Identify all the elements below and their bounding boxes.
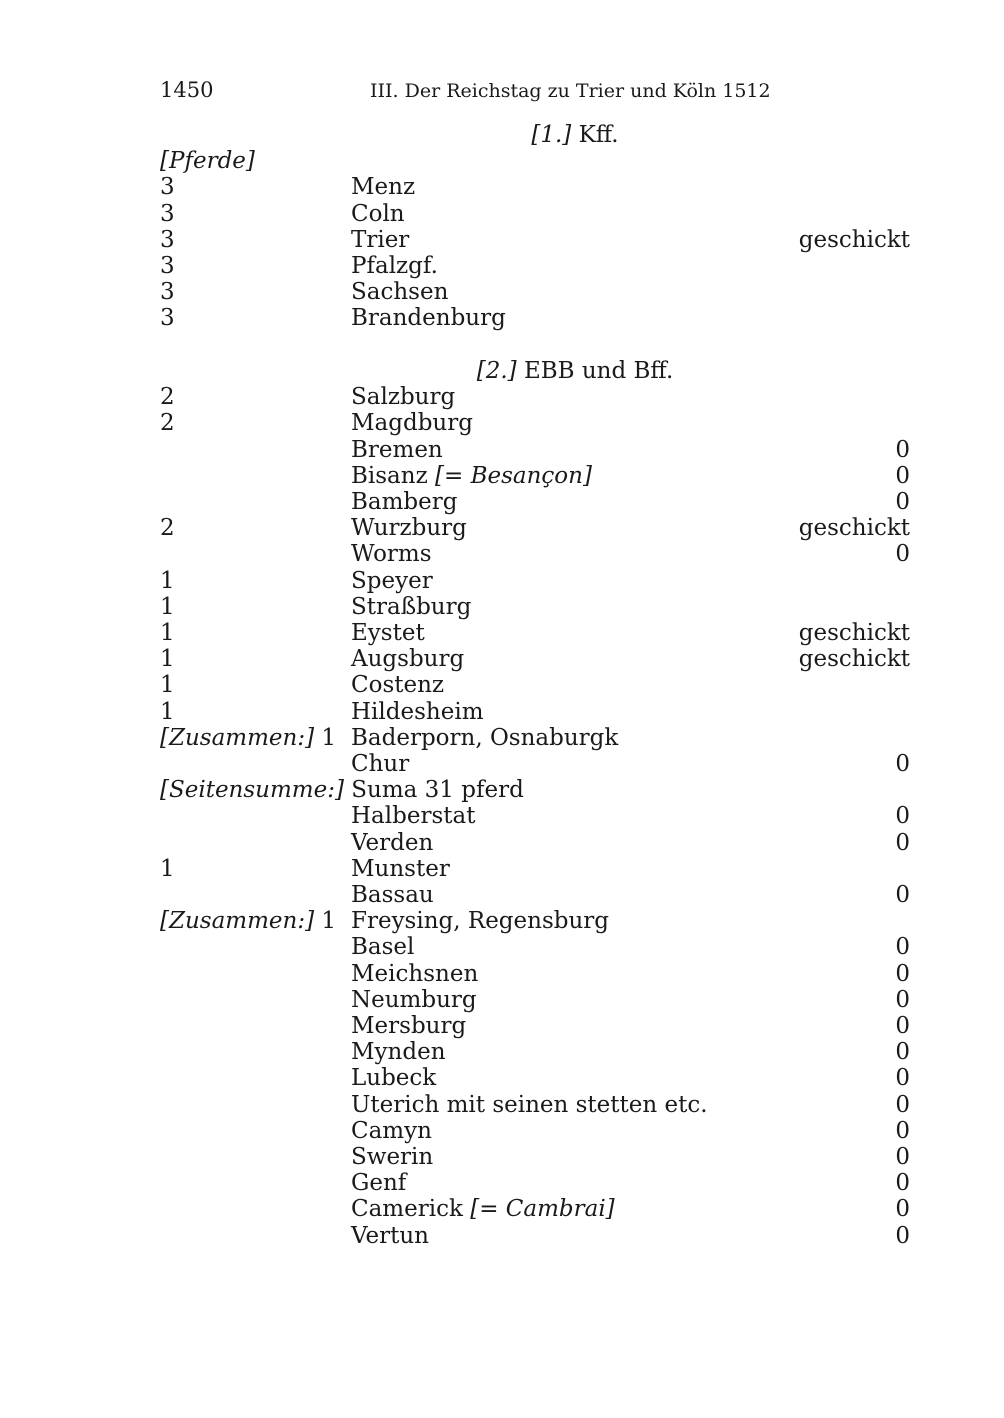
table-row bbox=[160, 934, 910, 960]
editorial-note: [Pferde] bbox=[160, 148, 255, 175]
estate-name: Chur bbox=[351, 751, 410, 777]
table-row bbox=[160, 489, 910, 515]
table-row bbox=[160, 882, 910, 908]
table-row bbox=[160, 1196, 910, 1222]
status-value: 0 bbox=[895, 462, 910, 489]
estate-name: Meichsnen bbox=[351, 960, 479, 987]
horse-count: [Zusammen:] 1 bbox=[160, 908, 337, 935]
table-row bbox=[160, 410, 910, 436]
horse-count: 3 bbox=[160, 279, 175, 306]
estate-name: Speyer bbox=[351, 567, 433, 594]
table-row bbox=[160, 384, 910, 410]
horse-count: 3 bbox=[160, 200, 175, 227]
estate-name: Menz bbox=[351, 174, 416, 201]
table-row bbox=[160, 515, 910, 541]
estate-name: Mersburg bbox=[351, 1013, 467, 1039]
status-value: 0 bbox=[895, 1091, 910, 1118]
estate-name: Sachsen bbox=[351, 279, 449, 306]
horse-count: [Zusammen:] 1 bbox=[160, 724, 337, 751]
estate-name: Mynden bbox=[351, 1039, 446, 1066]
estate-name: Magdburg bbox=[351, 410, 473, 437]
table-row bbox=[160, 148, 910, 174]
status-value: 0 bbox=[895, 882, 910, 908]
table-row bbox=[160, 463, 910, 489]
estate-name: Lubeck bbox=[351, 1065, 437, 1092]
estate-name: Pfalzgf. bbox=[351, 253, 438, 279]
page-number: 1450 bbox=[160, 78, 214, 102]
estate-name: Genf bbox=[351, 1170, 407, 1197]
status-value: 0 bbox=[895, 751, 910, 777]
estate-name: Freysing, Regensburg bbox=[351, 908, 610, 935]
table-row bbox=[160, 541, 910, 567]
status-value: 0 bbox=[895, 803, 910, 830]
estate-name: Bassau bbox=[351, 882, 434, 908]
table-row bbox=[160, 174, 910, 200]
horse-count: 3 bbox=[160, 226, 175, 253]
estate-name: Baderporn, Osnaburgk bbox=[351, 724, 619, 751]
horse-count: 2 bbox=[160, 410, 175, 437]
estate-name: Verden bbox=[351, 829, 434, 856]
table-row bbox=[160, 725, 910, 751]
estate-name: Salzburg bbox=[351, 384, 456, 411]
table-row bbox=[160, 305, 910, 331]
status-value: geschickt bbox=[798, 515, 910, 542]
estate-name: Camerick [= Cambrai] bbox=[351, 1196, 615, 1223]
estate-name: Halberstat bbox=[351, 803, 476, 830]
table-row bbox=[160, 987, 910, 1013]
estate-name: Munster bbox=[351, 855, 450, 882]
estate-name: Coln bbox=[351, 200, 405, 227]
horse-count: [Seitensumme:] Suma 31 pferd bbox=[160, 777, 524, 804]
status-value: geschickt bbox=[798, 646, 910, 673]
editorial-note: [Zusammen:] bbox=[160, 908, 315, 935]
horse-count: 3 bbox=[160, 253, 175, 279]
estate-name: Trier bbox=[351, 226, 410, 253]
section-title: Kff. bbox=[571, 122, 619, 148]
section-number: [1.] bbox=[531, 122, 572, 148]
table-row bbox=[160, 751, 910, 777]
running-title: III. Der Reichstag zu Trier und Köln 1512 bbox=[370, 80, 771, 102]
status-value: 0 bbox=[895, 541, 910, 568]
estate-name: Augsburg bbox=[351, 646, 465, 673]
estate-name: Swerin bbox=[351, 1144, 434, 1170]
horse-count: 1 bbox=[160, 593, 175, 620]
estate-name: Uterich mit seinen stetten etc. bbox=[351, 1091, 708, 1118]
table-row bbox=[160, 1144, 910, 1170]
estate-name: Bamberg bbox=[351, 489, 458, 515]
estate-name: Bisanz [= Besançon] bbox=[351, 462, 592, 489]
table-row bbox=[160, 777, 910, 803]
table-row bbox=[160, 620, 910, 646]
estate-name: Basel bbox=[351, 934, 415, 961]
table-row bbox=[160, 856, 910, 882]
table-row bbox=[160, 1118, 910, 1144]
status-value: 0 bbox=[895, 1222, 910, 1249]
editorial-note: [Seitensumme:] bbox=[160, 777, 344, 804]
table-row bbox=[160, 646, 910, 672]
table-row bbox=[160, 437, 910, 463]
section-heading bbox=[160, 122, 990, 148]
horse-count: 2 bbox=[160, 515, 175, 542]
table-row bbox=[160, 1039, 910, 1065]
estate-name: Straßburg bbox=[351, 593, 472, 620]
horse-count: 1 bbox=[160, 567, 175, 594]
table-row bbox=[160, 1170, 910, 1196]
table-row bbox=[160, 803, 910, 829]
horse-count: 2 bbox=[160, 384, 175, 411]
table-row bbox=[160, 1013, 910, 1039]
status-value: 0 bbox=[895, 1196, 910, 1223]
table-row bbox=[160, 594, 910, 620]
section-title: EBB und Bff. bbox=[516, 358, 674, 384]
editorial-note: [Zusammen:] bbox=[160, 724, 315, 751]
status-value: 0 bbox=[895, 1117, 910, 1144]
status-value: 0 bbox=[895, 1170, 910, 1197]
editorial-gloss: [= Cambrai] bbox=[462, 1196, 615, 1223]
status-value: 0 bbox=[895, 1144, 910, 1170]
status-value: 0 bbox=[895, 934, 910, 961]
horse-count bbox=[160, 148, 255, 174]
status-value: geschickt bbox=[798, 620, 910, 646]
table-row bbox=[160, 830, 910, 856]
table-row bbox=[160, 908, 910, 934]
status-value: 0 bbox=[895, 1039, 910, 1066]
status-value: 0 bbox=[895, 1065, 910, 1092]
estate-name: Costenz bbox=[351, 672, 445, 699]
status-value: geschickt bbox=[798, 226, 910, 253]
horse-count: 1 bbox=[160, 620, 175, 646]
estate-name: Camyn bbox=[351, 1117, 432, 1144]
status-value: 0 bbox=[895, 986, 910, 1013]
status-value: 0 bbox=[895, 436, 910, 463]
table-row bbox=[160, 699, 910, 725]
table-row bbox=[160, 253, 910, 279]
estate-name: Eystet bbox=[351, 620, 425, 646]
table-row bbox=[160, 279, 910, 305]
horse-count: 3 bbox=[160, 174, 175, 201]
table-row bbox=[160, 568, 910, 594]
estate-name: Worms bbox=[351, 541, 432, 568]
status-value: 0 bbox=[895, 1013, 910, 1039]
status-value: 0 bbox=[895, 829, 910, 856]
table-row bbox=[160, 1092, 910, 1118]
estate-name: Vertun bbox=[351, 1222, 429, 1249]
horse-count: 1 bbox=[160, 646, 175, 673]
estate-name: Wurzburg bbox=[351, 515, 467, 542]
running-header bbox=[160, 78, 910, 106]
horse-count: 3 bbox=[160, 305, 175, 332]
editorial-gloss: [= Besançon] bbox=[427, 462, 592, 489]
table-row bbox=[160, 1223, 910, 1249]
status-value: 0 bbox=[895, 960, 910, 987]
table-row bbox=[160, 1065, 910, 1091]
table-row bbox=[160, 672, 910, 698]
section-number: [2.] bbox=[476, 358, 517, 384]
horse-count: 1 bbox=[160, 698, 175, 725]
estate-name: Neumburg bbox=[351, 986, 477, 1013]
status-value: 0 bbox=[895, 489, 910, 515]
table-row bbox=[160, 961, 910, 987]
table-row bbox=[160, 201, 910, 227]
horse-count: 1 bbox=[160, 855, 175, 882]
section-heading bbox=[160, 358, 990, 384]
estate-name: Bremen bbox=[351, 436, 443, 463]
estate-name: Hildesheim bbox=[351, 698, 484, 725]
estate-name: Brandenburg bbox=[351, 305, 506, 332]
horse-count: 1 bbox=[160, 672, 175, 699]
table-row bbox=[160, 227, 910, 253]
